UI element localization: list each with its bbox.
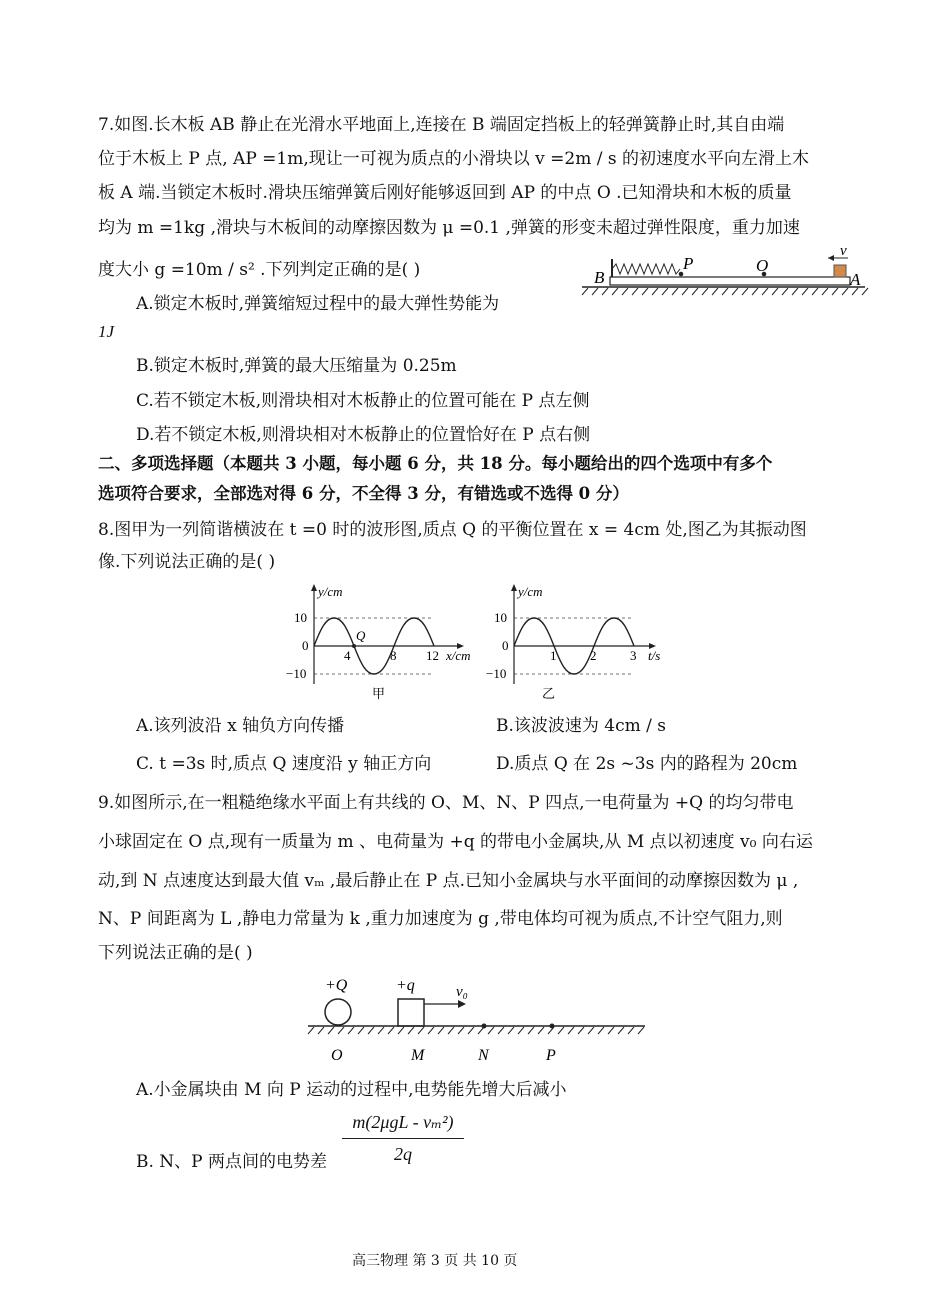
q9-label-m: M xyxy=(411,1047,425,1064)
q7-label-a: A xyxy=(850,270,861,289)
q7-label-p: P xyxy=(683,254,694,273)
q8-option-d: D.质点 Q 在 2s ~3s 内的路程为 20cm xyxy=(496,754,798,774)
q8-jia-ylabel: y/cm xyxy=(318,584,343,599)
q9-label-charge-q-small: +q xyxy=(396,977,415,994)
q7-line-4: 均为 m =1kg ,滑块与木板间的动摩擦因数为 μ =0.1 ,弹簧的形变未超过弹性限度，重力加速 xyxy=(98,218,800,238)
q7-line-3: 板 A 端.当锁定木板时.滑块压缩弹簧后刚好能够返回到 AP 的中点 O .已知滑块和木板的质量 xyxy=(98,183,792,203)
q8-graph-yi xyxy=(482,580,672,700)
q8-jia-xtick-4: 4 xyxy=(344,648,351,663)
q8-option-c: C. t =3s 时,质点 Q 速度沿 y 轴正方向 xyxy=(136,754,432,774)
q8-jia-xtick-12: 12 xyxy=(426,648,439,663)
q9-option-b-numerator: m(2μgL - vₘ²) xyxy=(352,1112,454,1132)
q7-label-v: v xyxy=(840,245,847,259)
q9-line-4: N、P 间距离为 L ,静电力常量为 k ,重力加速度为 g ,带电体均可视为质点,不计空气阻力,则 xyxy=(98,909,783,929)
q9-line-5: 下列说法正确的是( ) xyxy=(98,943,253,963)
q9-label-charge-q-big: +Q xyxy=(325,977,348,994)
q7-line-5: 度大小 g =10m / s² .下列判定正确的是( ) xyxy=(98,260,421,280)
q8-jia-ytick-10: 10 xyxy=(294,610,307,625)
q8-graph-jia xyxy=(280,580,480,700)
q8-yi-caption: 乙 xyxy=(542,686,556,700)
q9-line-3: 动,到 N 点速度达到最大值 vₘ ,最后静止在 P 点.已知小金属块与水平面间的动摩擦因数为 μ , xyxy=(98,871,799,891)
q8-option-b: B.该波波速为 4cm / s xyxy=(496,716,667,736)
q8-jia-xtick-8: 8 xyxy=(390,648,397,663)
q9-option-b: B. N、P 两点间的电势差 xyxy=(136,1152,328,1172)
q8-yi-ytick-0: 0 xyxy=(502,638,509,653)
q9-line-2: 小球固定在 O 点,现有一质量为 m 、电荷量为 +q 的带电小金属块,从 M 点以初速度 v₀ 向右运 xyxy=(98,832,813,852)
q9-line-1: 9.如图所示,在一粗糙绝缘水平面上有共线的 O、M、N、P 四点,一电荷量为 +Q 的均匀带电 xyxy=(98,793,794,813)
q7-label-o: O xyxy=(756,256,769,275)
q9-label-o: O xyxy=(331,1047,343,1064)
q7-option-d: D.若不锁定木板,则滑块相对木板静止的位置恰好在 P 点右侧 xyxy=(136,425,591,445)
q7-option-a-value: 1J xyxy=(98,322,115,341)
q8-option-a: A.该列波沿 x 轴负方向传播 xyxy=(136,716,345,736)
q8-jia-xlabel: x/cm xyxy=(446,648,471,663)
q8-yi-ytick-10: 10 xyxy=(494,610,507,625)
q8-jia-point-q: Q xyxy=(356,628,366,643)
q9-option-a: A.小金属块由 M 向 P 运动的过程中,电势能先增大后减小 xyxy=(136,1080,567,1100)
section2-heading-2: 选项符合要求，全部选对得 6 分，不全得 3 分，有错选或不选得 0 分） xyxy=(98,484,629,503)
q8-yi-xtick-1: 1 xyxy=(550,648,557,663)
q8-line-1: 8.图甲为一列简谐横波在 t =0 时的波形图,质点 Q 的平衡位置在 x = 4cm 处,图乙为其振动图 xyxy=(98,520,807,540)
q7-board-figure xyxy=(580,245,870,297)
q8-line-2: 像.下列说法正确的是( ) xyxy=(98,552,276,572)
q7-label-b: B xyxy=(594,268,605,287)
q9-label-p: P xyxy=(546,1047,556,1064)
q8-jia-caption: 甲 xyxy=(372,686,386,700)
q9-charges-figure xyxy=(300,968,650,1066)
q7-option-b: B.锁定木板时,弹簧的最大压缩量为 0.25m xyxy=(136,356,457,376)
q8-yi-ylabel: y/cm xyxy=(518,584,543,599)
q7-line-2: 位于木板上 P 点, AP =1m,现让一可视为质点的小滑块以 v =2m / s 的初速度水平向左滑上木 xyxy=(98,149,810,169)
q9-fraction-bar xyxy=(342,1138,464,1139)
q8-jia-ytick-neg10: −10 xyxy=(286,666,307,681)
q8-jia-ytick-0: 0 xyxy=(302,638,309,653)
q8-yi-xtick-3: 3 xyxy=(630,648,637,663)
q9-option-b-denominator: 2q xyxy=(394,1144,412,1164)
section2-heading-1: 二、多项选择题（本题共 3 小题，每小题 6 分，共 18 分。每小题给出的四个选项中有多个 xyxy=(98,454,773,473)
page-footer: 高三物理 第 3 页 共 10 页 xyxy=(352,1253,518,1269)
q9-label-n: N xyxy=(478,1047,489,1064)
q8-yi-ytick-neg10: −10 xyxy=(486,666,507,681)
q7-option-c: C.若不锁定木板,则滑块相对木板静止的位置可能在 P 点左侧 xyxy=(136,391,590,411)
q7-line-1: 7.如图.长木板 AB 静止在光滑水平地面上,连接在 B 端固定挡板上的轻弹簧静止时,其自由端 xyxy=(98,115,785,135)
q7-option-a: A.锁定木板时,弹簧缩短过程中的最大弹性势能为 xyxy=(136,294,500,314)
q8-yi-xtick-2: 2 xyxy=(590,648,597,663)
q8-yi-xlabel: t/s xyxy=(648,648,661,663)
q9-label-v0: v₀ xyxy=(456,984,468,1000)
